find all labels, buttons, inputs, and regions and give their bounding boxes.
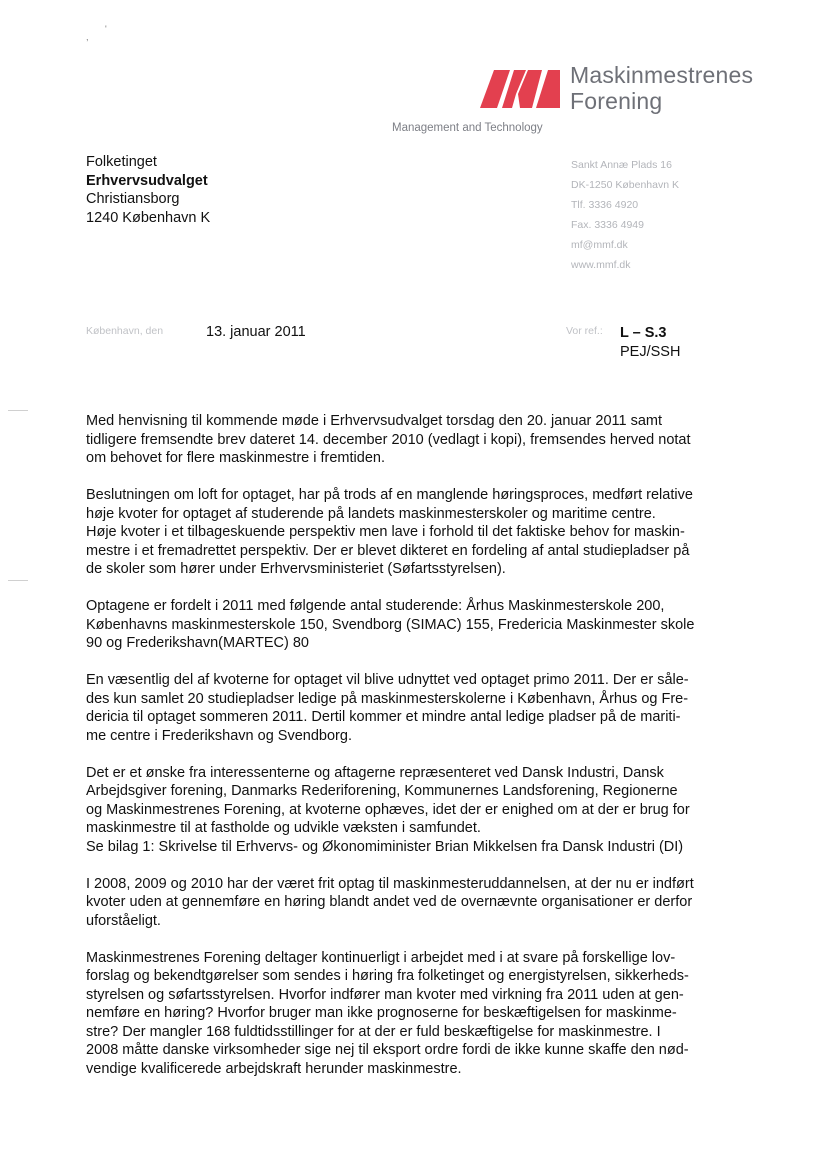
recipient-address: [86, 153, 210, 227]
reference-label: Vor ref.:: [566, 325, 603, 337]
mmf-logo-icon: [480, 64, 560, 110]
text-line: I 2008, 2009 og 2010 har der været frit optag til maskinmesteruddannelsen, at der nu er indført: [86, 875, 694, 892]
attachment-reference: Se bilag 1: Skrivelse til Erhvervs- og Økonomiminister Brian Mikkelsen fra Dansk Industri (DI): [86, 838, 684, 855]
recipient-line: 1240 København K: [86, 209, 211, 226]
text-line: Det er et ønske fra interessenterne og aftagerne repræsenteret ved Dansk Industri, Dansk: [86, 764, 664, 781]
sender-phone: Tlf. 3336 4920: [571, 199, 639, 211]
text-line: Københavns maskinmesterskole 150, Svendborg (SIMAC) 155, Fredericia Maskinmester skole: [86, 616, 695, 633]
text-line: Optagene er fordelt i 2011 med følgende antal studerende: Århus Maskinmesterskole 200,: [86, 598, 665, 614]
date-label: København, den: [86, 325, 164, 337]
text-line: høje kvoter for optaget af studerende på landets maskinmesterskoler og maritime centre.: [86, 505, 656, 522]
body-paragraph: [86, 671, 746, 745]
stray-mark: ,: [86, 32, 89, 42]
body-paragraph: [86, 949, 746, 1079]
text-line: des kun samlet 20 studiepladser ledige på maskinmesterskolerne i København, Århus og Fre-: [86, 690, 689, 707]
text-line: vendige kvalificerede arbejdskraft herunder maskinmestre.: [86, 1060, 462, 1077]
body-paragraph: [86, 764, 746, 857]
text-line: uforståeligt.: [86, 912, 161, 929]
text-line: 2008 måtte danske virksomheder sige nej til eksport ordre fordi de ikke kunne skaffe den nød-: [86, 1042, 689, 1058]
text-line: kvoter uden at gennemføre en høring blandt andet ved de overnævnte organisationer er derfor: [86, 894, 693, 910]
reference-values: [620, 324, 680, 362]
reference-initials: PEJ/SSH: [620, 344, 681, 360]
reference-line: L – S.3: [620, 325, 667, 341]
text-line: stre? Der mangler 168 fuldtidsstillinger for at der er fuld beskæftigelse for maskinmestre. I: [86, 1023, 661, 1040]
text-line: En væsentlig del af kvoterne for optaget vil blive udnyttet ved optaget primo 2011. Der er såle-: [86, 672, 689, 688]
text-line: Arbejdsgiver forening, Danmarks Rederiforening, Kommunernes Landsforening, Regionerne: [86, 783, 678, 799]
logo-name-line1: Maskinmestrenes: [570, 62, 754, 88]
body-paragraph: [86, 597, 746, 653]
body-paragraph: [86, 875, 746, 931]
text-line: styrelsen og søfartsstyrelsen. Hvorfor indfører man kvoter med virkning fra 2011 uden at gen-: [86, 986, 684, 1003]
text-line: me centre i Frederikshavn og Svendborg.: [86, 727, 352, 744]
text-line: Maskinmestrenes Forening deltager kontinuerligt i arbejdet med i at svare på forskellige lov-: [86, 949, 676, 966]
sender-contact: [571, 155, 679, 275]
recipient-committee: Erhvervsudvalget: [86, 172, 208, 189]
text-line: mestre i et fremadrettet perspektiv. Der er blevet dikteret en fordeling af antal studiepladser på: [86, 542, 690, 559]
text-line: Med henvisning til kommende møde i Erhvervsudvalget torsdag den 20. januar 2011 samt: [86, 413, 663, 429]
letter-date: 13. januar 2011: [206, 324, 306, 340]
recipient-line: Christiansborg: [86, 191, 180, 207]
logo-name-line2: Forening: [570, 88, 663, 114]
text-line: dericia til optaget sommeren 2011. Dertil kommer et mindre antal ledige pladser på de mariti-: [86, 709, 681, 725]
body-paragraph: [86, 412, 746, 468]
text-line: maskinmestre til at fastholde og udvikle væksten i samfundet.: [86, 820, 481, 836]
fold-mark: [8, 410, 28, 411]
text-line: og Maskinmestrenes Forening, at kvoterne ophæves, idet der er enighed om at der er brug for: [86, 801, 690, 818]
letter-body: [86, 412, 746, 1078]
logo-wordmark: [570, 62, 753, 114]
fold-mark: [8, 580, 28, 581]
sender-web: www.mmf.dk: [571, 259, 631, 271]
sender-address: Sankt Annæ Plads 16: [571, 159, 672, 171]
body-paragraph: [86, 486, 746, 579]
logo-tagline: Management and Technology: [392, 122, 543, 134]
text-line: forslag og bekendtgørelser som sendes i høring fra folketinget og energistyrelsen, sikkerheds-: [86, 968, 689, 984]
sender-city: DK-1250 København K: [571, 179, 679, 191]
sender-fax: Fax. 3336 4949: [571, 219, 644, 231]
text-line: om behovet for flere maskinmestre i fremtiden.: [86, 450, 385, 466]
text-line: de skoler som hører under Erhvervsministeriet (Søfartsstyrelsen).: [86, 561, 506, 577]
text-line: tidligere fremsendte brev dateret 14. december 2010 (vedlagt i kopi), fremsendes herved notat: [86, 431, 691, 448]
text-line: 90 og Frederikshavn(MARTEC) 80: [86, 635, 309, 651]
text-line: nemføre en høring? Hvorfor bruger man ikke prognoserne for beskæftigelsen for maskinme-: [86, 1005, 677, 1021]
text-line: Høje kvoter i et tilbageskuende perspektiv men lave i forhold til det faktiske behov for maskin-: [86, 524, 685, 540]
sender-email: mf@mmf.dk: [571, 239, 628, 251]
recipient-line: Folketinget: [86, 154, 157, 170]
text-line: Beslutningen om loft for optaget, har på trods af en manglende høringsproces, medført relative: [86, 487, 693, 503]
stray-mark: ': [105, 24, 107, 34]
